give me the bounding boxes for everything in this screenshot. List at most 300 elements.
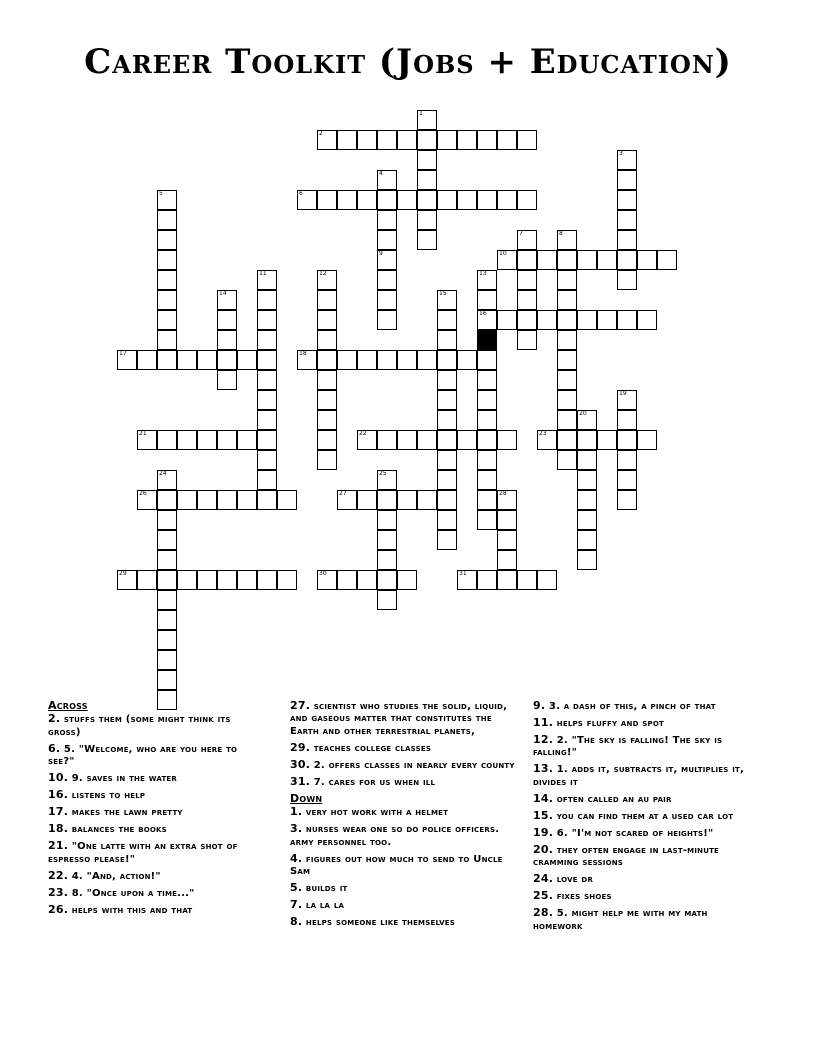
- grid-cell[interactable]: [377, 470, 397, 490]
- clue-item: [48, 713, 263, 739]
- grid-cell[interactable]: [317, 350, 337, 370]
- grid-cell[interactable]: [437, 330, 457, 350]
- grid-cell[interactable]: [317, 450, 337, 470]
- grid-cell[interactable]: [557, 310, 577, 330]
- grid-cell[interactable]: [357, 430, 377, 450]
- clue-number: 18.: [48, 822, 69, 836]
- grid-cell[interactable]: [517, 570, 537, 590]
- grid-cell[interactable]: [157, 490, 177, 510]
- grid-cell[interactable]: [257, 270, 277, 290]
- grid-cell[interactable]: [137, 570, 157, 590]
- grid-cell[interactable]: [377, 490, 397, 510]
- grid-cell[interactable]: [617, 150, 637, 170]
- grid-cell[interactable]: [617, 210, 637, 230]
- grid-cell[interactable]: [517, 250, 537, 270]
- grid-cell[interactable]: [217, 350, 237, 370]
- grid-cell[interactable]: [137, 350, 157, 370]
- grid-cell[interactable]: [497, 430, 517, 450]
- grid-cell[interactable]: [597, 430, 617, 450]
- grid-cell[interactable]: [497, 490, 517, 510]
- grid-cell[interactable]: [217, 370, 237, 390]
- grid-cell[interactable]: [477, 430, 497, 450]
- cell-number: 20: [579, 410, 587, 417]
- grid-cell[interactable]: [497, 510, 517, 530]
- grid-cell[interactable]: [437, 390, 457, 410]
- grid-cell[interactable]: [437, 470, 457, 490]
- grid-cell[interactable]: [437, 190, 457, 210]
- cell-number: 24: [159, 470, 167, 477]
- clue-number: 1.: [290, 805, 303, 819]
- grid-cell[interactable]: [377, 530, 397, 550]
- grid-cell[interactable]: [417, 190, 437, 210]
- clue-item: [533, 763, 755, 789]
- clue-number: 8.: [290, 915, 303, 929]
- clue-number: 14.: [533, 791, 554, 805]
- grid-cell[interactable]: [337, 570, 357, 590]
- grid-cell[interactable]: [217, 570, 237, 590]
- grid-cell[interactable]: [157, 270, 177, 290]
- grid-cell[interactable]: [517, 330, 537, 350]
- grid-cell[interactable]: [557, 270, 577, 290]
- cell-number: 31: [459, 570, 467, 577]
- grid-cell[interactable]: [617, 410, 637, 430]
- grid-cell[interactable]: [517, 270, 537, 290]
- grid-cell[interactable]: [497, 530, 517, 550]
- grid-cell[interactable]: [437, 450, 457, 470]
- grid-cell[interactable]: [617, 470, 637, 490]
- grid-cell[interactable]: [337, 490, 357, 510]
- grid-cell[interactable]: [537, 250, 557, 270]
- grid-cell[interactable]: [377, 270, 397, 290]
- grid-cell[interactable]: [137, 490, 157, 510]
- grid-cell[interactable]: [477, 350, 497, 370]
- grid-cell[interactable]: [257, 370, 277, 390]
- grid-cell[interactable]: [437, 530, 457, 550]
- clue-text: 1. adds it, subtracts it, multiplies it, divides it: [533, 764, 744, 788]
- grid-cell[interactable]: [437, 430, 457, 450]
- clue-text: stuffs them (some might think its gross): [48, 714, 231, 738]
- grid-cell[interactable]: [617, 190, 637, 210]
- grid-cell[interactable]: [317, 330, 337, 350]
- grid-cell[interactable]: [317, 270, 337, 290]
- grid-cell[interactable]: [537, 570, 557, 590]
- grid-cell[interactable]: [297, 350, 317, 370]
- grid-cell[interactable]: [437, 490, 457, 510]
- grid-cell[interactable]: [557, 390, 577, 410]
- grid-cell[interactable]: [157, 190, 177, 210]
- grid-cell[interactable]: [177, 490, 197, 510]
- grid-cell[interactable]: [397, 190, 417, 210]
- grid-cell[interactable]: [237, 350, 257, 370]
- cell-number: 26: [139, 490, 147, 497]
- grid-cell[interactable]: [157, 350, 177, 370]
- grid-cell[interactable]: [617, 390, 637, 410]
- clue-text: love dr: [553, 874, 594, 886]
- grid-cell[interactable]: [557, 370, 577, 390]
- grid-cell[interactable]: [257, 470, 277, 490]
- grid-cell[interactable]: [477, 370, 497, 390]
- grid-cell[interactable]: [577, 550, 597, 570]
- clue-item: [290, 742, 520, 755]
- clue-item: [290, 823, 520, 849]
- clue-item: [290, 853, 520, 879]
- grid-cell[interactable]: [557, 330, 577, 350]
- grid-cell[interactable]: [617, 230, 637, 250]
- grid-cell[interactable]: [377, 250, 397, 270]
- grid-cell[interactable]: [437, 290, 457, 310]
- grid-cell[interactable]: [377, 170, 397, 190]
- across-heading: Across: [48, 699, 88, 712]
- cell-number: 3: [619, 150, 623, 157]
- grid-cell[interactable]: [257, 350, 277, 370]
- grid-cell[interactable]: [577, 510, 597, 530]
- grid-cell[interactable]: [497, 570, 517, 590]
- clue-item: [48, 904, 263, 917]
- grid-cell[interactable]: [417, 490, 437, 510]
- clue-item: [533, 873, 755, 886]
- grid-cell[interactable]: [377, 430, 397, 450]
- grid-cell[interactable]: [157, 210, 177, 230]
- grid-cell[interactable]: [417, 110, 437, 130]
- grid-cell[interactable]: [317, 410, 337, 430]
- grid-cell[interactable]: [117, 570, 137, 590]
- cell-number: 2: [319, 130, 323, 137]
- clue-item: [290, 759, 520, 772]
- clue-text: "One latte with an extra shot of espresso please!": [48, 841, 238, 865]
- grid-cell[interactable]: [337, 350, 357, 370]
- grid-cell[interactable]: [157, 550, 177, 570]
- grid-cell[interactable]: [417, 430, 437, 450]
- grid-cell[interactable]: [577, 250, 597, 270]
- clue-item: [533, 827, 755, 840]
- grid-cell[interactable]: [437, 130, 457, 150]
- clue-item: [48, 772, 263, 785]
- clue-item: [533, 907, 755, 933]
- grid-cell[interactable]: [577, 470, 597, 490]
- clue-number: 11.: [533, 716, 554, 729]
- grid-cell[interactable]: [177, 430, 197, 450]
- clue-item: [533, 734, 755, 760]
- grid-cell[interactable]: [617, 490, 637, 510]
- grid-cell[interactable]: [157, 590, 177, 610]
- grid-cell[interactable]: [177, 570, 197, 590]
- grid-cell[interactable]: [317, 130, 337, 150]
- grid-cell[interactable]: [157, 330, 177, 350]
- grid-cell[interactable]: [377, 230, 397, 250]
- grid-cell[interactable]: [437, 310, 457, 330]
- grid-cell[interactable]: [337, 130, 357, 150]
- grid-cell[interactable]: [417, 150, 437, 170]
- grid-cell[interactable]: [437, 370, 457, 390]
- grid-cell[interactable]: [477, 190, 497, 210]
- grid-cell[interactable]: [317, 430, 337, 450]
- grid-cell[interactable]: [377, 290, 397, 310]
- cell-number: 19: [619, 390, 627, 397]
- grid-cell[interactable]: [457, 190, 477, 210]
- clue-number: 16.: [48, 788, 69, 802]
- grid-cell[interactable]: [257, 290, 277, 310]
- grid-cell[interactable]: [237, 570, 257, 590]
- grid-cell[interactable]: [437, 350, 457, 370]
- grid-cell[interactable]: [477, 290, 497, 310]
- grid-cell[interactable]: [617, 450, 637, 470]
- grid-cell[interactable]: [517, 290, 537, 310]
- clue-text: builds it: [302, 883, 348, 895]
- grid-cell[interactable]: [137, 430, 157, 450]
- grid-cell[interactable]: [537, 430, 557, 450]
- grid-cell[interactable]: [157, 570, 177, 590]
- grid-cell[interactable]: [617, 310, 637, 330]
- clue-number: 23.: [48, 885, 69, 899]
- grid-cell[interactable]: [477, 310, 497, 330]
- grid-cell[interactable]: [157, 510, 177, 530]
- grid-cell[interactable]: [617, 250, 637, 270]
- grid-cell[interactable]: [557, 350, 577, 370]
- grid-cell[interactable]: [257, 430, 277, 450]
- clue-number: 2.: [48, 712, 61, 726]
- grid-cell[interactable]: [637, 250, 657, 270]
- grid-cell[interactable]: [577, 490, 597, 510]
- cell-number: 16: [479, 310, 487, 317]
- grid-cell[interactable]: [357, 190, 377, 210]
- grid-cell[interactable]: [577, 430, 597, 450]
- grid-cell[interactable]: [277, 490, 297, 510]
- grid-cell[interactable]: [477, 470, 497, 490]
- grid-cell[interactable]: [157, 670, 177, 690]
- grid-cell[interactable]: [157, 250, 177, 270]
- grid-cell[interactable]: [357, 570, 377, 590]
- clue-item: [48, 806, 263, 819]
- grid-cell[interactable]: [157, 430, 177, 450]
- grid-cell[interactable]: [597, 310, 617, 330]
- grid-cell[interactable]: [257, 410, 277, 430]
- grid-cell[interactable]: [417, 130, 437, 150]
- grid-cell[interactable]: [197, 490, 217, 510]
- grid-cell[interactable]: [417, 230, 437, 250]
- grid-cell[interactable]: [397, 350, 417, 370]
- grid-cell[interactable]: [217, 290, 237, 310]
- cell-number: 10: [499, 250, 507, 257]
- grid-cell[interactable]: [397, 130, 417, 150]
- grid-cell[interactable]: [377, 310, 397, 330]
- grid-cell[interactable]: [417, 170, 437, 190]
- cell-number: 15: [439, 290, 447, 297]
- clue-list-col2b: [290, 806, 520, 929]
- grid-cell[interactable]: [237, 430, 257, 450]
- grid-cell[interactable]: [317, 370, 337, 390]
- grid-cell[interactable]: [257, 390, 277, 410]
- grid-cell[interactable]: [157, 630, 177, 650]
- grid-cell[interactable]: [397, 570, 417, 590]
- grid-cell[interactable]: [477, 130, 497, 150]
- grid-cell[interactable]: [257, 450, 277, 470]
- grid-cell[interactable]: [377, 210, 397, 230]
- grid-cell[interactable]: [557, 250, 577, 270]
- clue-item: [533, 793, 755, 806]
- grid-cell[interactable]: [157, 650, 177, 670]
- clue-text: scientist who studies the solid, liquid, and gaseous matter that constitutes the Earth and other terrestrial planets,: [290, 701, 508, 737]
- grid-cell[interactable]: [497, 250, 517, 270]
- grid-cell[interactable]: [557, 290, 577, 310]
- clue-number: 17.: [48, 805, 69, 819]
- grid-cell[interactable]: [477, 390, 497, 410]
- grid-cell[interactable]: [517, 190, 537, 210]
- grid-cell[interactable]: [357, 490, 377, 510]
- grid-cell[interactable]: [617, 170, 637, 190]
- grid-cell[interactable]: [377, 350, 397, 370]
- grid-cell[interactable]: [437, 510, 457, 530]
- grid-cell[interactable]: [237, 490, 257, 510]
- grid-cell[interactable]: [317, 390, 337, 410]
- grid-cell[interactable]: [317, 570, 337, 590]
- grid-cell[interactable]: [257, 310, 277, 330]
- grid-cell[interactable]: [557, 450, 577, 470]
- grid-cell[interactable]: [377, 510, 397, 530]
- grid-cell[interactable]: [617, 270, 637, 290]
- clue-text: listens to help: [68, 790, 146, 802]
- grid-cell[interactable]: [277, 570, 297, 590]
- grid-cell[interactable]: [257, 330, 277, 350]
- grid-cell[interactable]: [217, 330, 237, 350]
- grid-cell[interactable]: [377, 570, 397, 590]
- grid-cell[interactable]: [477, 490, 497, 510]
- clue-text: 3. a dash of this, a pinch of that: [545, 701, 716, 712]
- clue-text: balances the books: [68, 824, 167, 836]
- clue-number: 5.: [290, 881, 303, 895]
- grid-cell[interactable]: [377, 590, 397, 610]
- grid-cell[interactable]: [197, 350, 217, 370]
- grid-cell[interactable]: [577, 310, 597, 330]
- grid-cell[interactable]: [497, 310, 517, 330]
- grid-cell[interactable]: [217, 430, 237, 450]
- grid-cell[interactable]: [417, 210, 437, 230]
- clue-column-1: [48, 700, 263, 921]
- clue-text: figures out how much to send to Uncle Sam: [290, 853, 503, 878]
- clue-item: [48, 789, 263, 802]
- grid-cell[interactable]: [517, 310, 537, 330]
- cell-number: 9: [379, 250, 383, 257]
- grid-cell[interactable]: [377, 130, 397, 150]
- grid-cell[interactable]: [157, 230, 177, 250]
- grid-cell[interactable]: [377, 550, 397, 570]
- grid-cell[interactable]: [517, 230, 537, 250]
- grid-cell[interactable]: [577, 450, 597, 470]
- cell-number: 17: [119, 350, 127, 357]
- grid-cell[interactable]: [357, 350, 377, 370]
- clue-number: 31.: [290, 774, 311, 788]
- grid-cell[interactable]: [117, 350, 137, 370]
- grid-cell[interactable]: [577, 410, 597, 430]
- grid-cell[interactable]: [477, 510, 497, 530]
- grid-cell[interactable]: [477, 270, 497, 290]
- clue-item: [48, 840, 263, 866]
- clue-number: 29.: [290, 740, 311, 754]
- clue-list-col3: [533, 700, 755, 933]
- grid-cell[interactable]: [597, 250, 617, 270]
- grid-cell[interactable]: [157, 310, 177, 330]
- black-cell: [477, 330, 497, 350]
- grid-cell[interactable]: [637, 430, 657, 450]
- cell-number: 13: [479, 270, 487, 277]
- grid-cell[interactable]: [457, 430, 477, 450]
- grid-cell[interactable]: [217, 310, 237, 330]
- grid-cell[interactable]: [397, 490, 417, 510]
- clue-text: 6. "I'm not scared of heights!": [553, 827, 714, 839]
- cell-number: 14: [219, 290, 227, 297]
- grid-cell[interactable]: [497, 550, 517, 570]
- cell-number: 30: [319, 570, 327, 577]
- grid-cell[interactable]: [217, 490, 237, 510]
- cell-number: 8: [559, 230, 563, 237]
- grid-cell[interactable]: [517, 130, 537, 150]
- clue-number: 13.: [533, 762, 554, 776]
- clue-number: 22.: [48, 868, 69, 882]
- grid-cell[interactable]: [657, 250, 677, 270]
- clue-number: 21.: [48, 839, 69, 853]
- grid-cell[interactable]: [297, 190, 317, 210]
- cell-number: 11: [259, 270, 267, 277]
- grid-cell[interactable]: [577, 530, 597, 550]
- grid-cell[interactable]: [157, 530, 177, 550]
- grid-cell[interactable]: [317, 190, 337, 210]
- clue-item: [290, 806, 520, 819]
- grid-cell[interactable]: [257, 490, 277, 510]
- grid-cell[interactable]: [617, 430, 637, 450]
- grid-cell[interactable]: [157, 610, 177, 630]
- grid-cell[interactable]: [557, 410, 577, 430]
- clue-text: 2. offers classes in nearly every county: [310, 759, 515, 771]
- cell-number: 18: [299, 350, 307, 357]
- grid-cell[interactable]: [377, 190, 397, 210]
- grid-cell[interactable]: [557, 230, 577, 250]
- grid-cell[interactable]: [197, 570, 217, 590]
- clue-item: [533, 700, 755, 713]
- grid-cell[interactable]: [497, 130, 517, 150]
- clue-column-2: [290, 700, 520, 933]
- clue-item: [533, 717, 755, 730]
- grid-cell[interactable]: [477, 450, 497, 470]
- grid-cell[interactable]: [157, 290, 177, 310]
- clue-item: [290, 700, 520, 738]
- grid-cell[interactable]: [557, 430, 577, 450]
- clue-list-col2a: [290, 700, 520, 789]
- clue-item: [48, 870, 263, 883]
- grid-cell[interactable]: [497, 190, 517, 210]
- grid-cell[interactable]: [417, 350, 437, 370]
- grid-cell[interactable]: [537, 310, 557, 330]
- clue-item: [290, 776, 520, 789]
- grid-cell[interactable]: [197, 430, 217, 450]
- grid-cell[interactable]: [337, 190, 357, 210]
- grid-cell[interactable]: [317, 310, 337, 330]
- grid-cell[interactable]: [357, 130, 377, 150]
- grid-cell[interactable]: [637, 310, 657, 330]
- grid-cell[interactable]: [457, 350, 477, 370]
- grid-cell[interactable]: [457, 130, 477, 150]
- grid-cell[interactable]: [437, 410, 457, 430]
- grid-cell[interactable]: [397, 430, 417, 450]
- grid-cell[interactable]: [477, 570, 497, 590]
- grid-cell[interactable]: [317, 290, 337, 310]
- grid-cell[interactable]: [257, 570, 277, 590]
- grid-cell[interactable]: [177, 350, 197, 370]
- cell-number: 5: [159, 190, 163, 197]
- grid-cell[interactable]: [457, 570, 477, 590]
- cell-number: 12: [319, 270, 327, 277]
- grid-cell[interactable]: [477, 410, 497, 430]
- grid-cell[interactable]: [157, 470, 177, 490]
- clue-number: 7.: [290, 898, 303, 912]
